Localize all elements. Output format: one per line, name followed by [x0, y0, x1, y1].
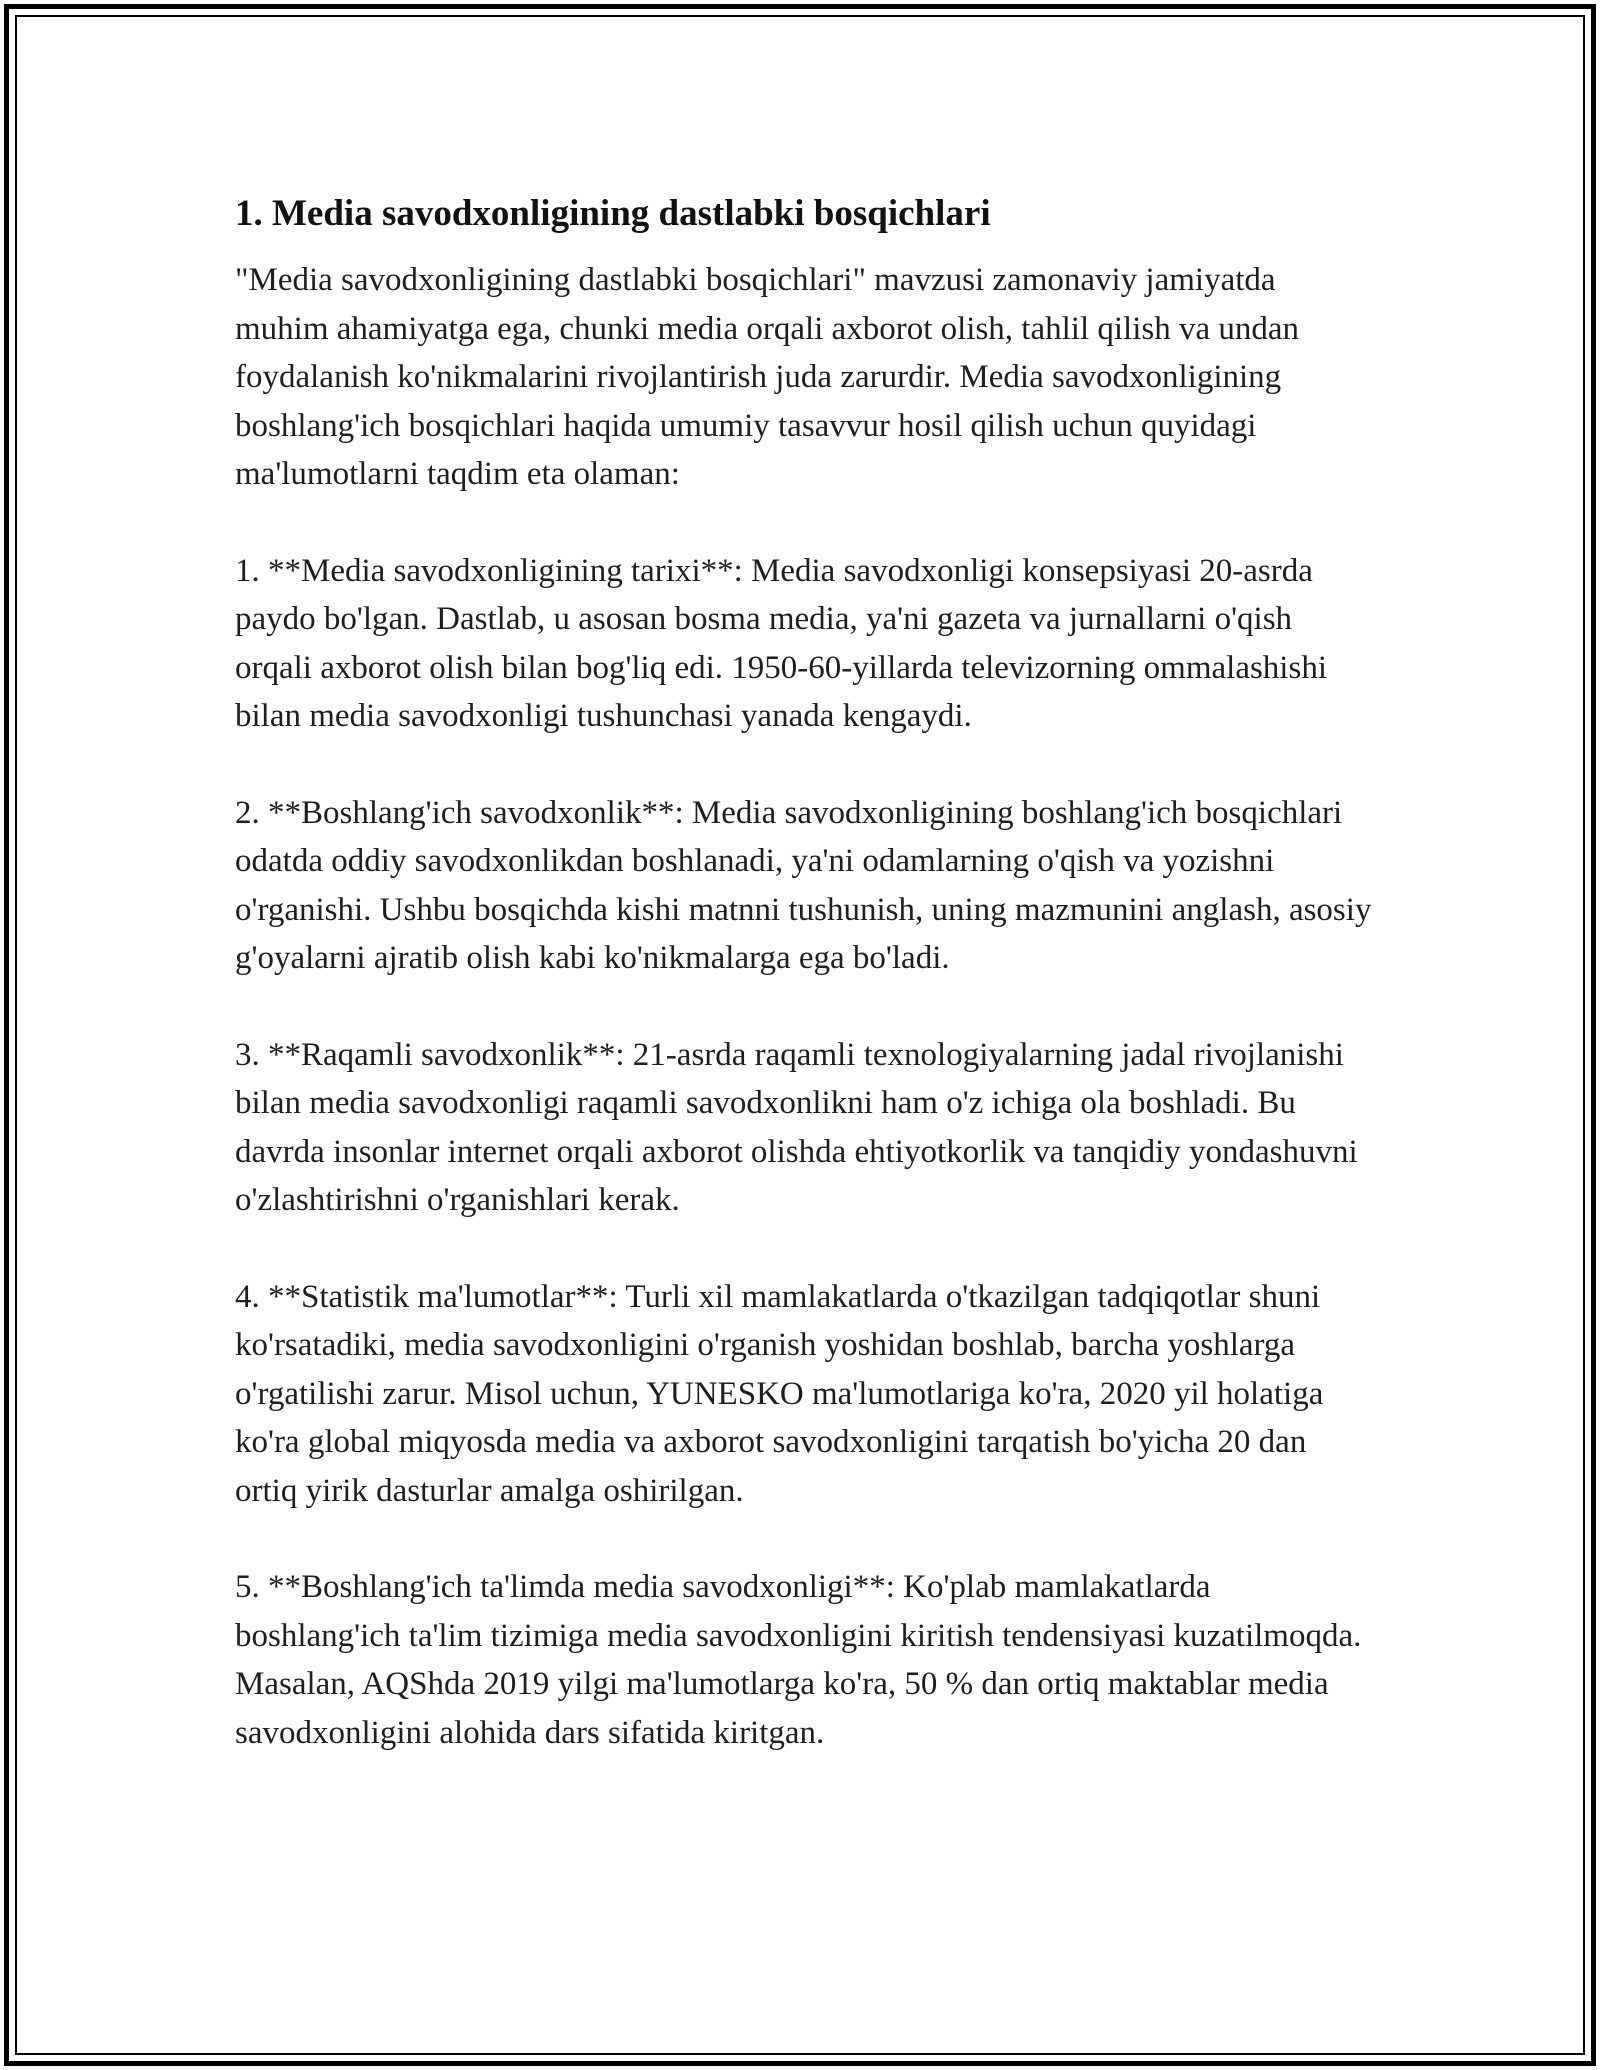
paragraph-statistics: 4. **Statistik ma'lumotlar**: Turli xil mamlakatlarda o'tkazilgan tadqiqotlar shuni ko'rsatadiki, media savodxonligini o'rganish yoshidan boshlab, barcha yoshlarga o'rgatilishi zarur. Misol uchun, YUNESKO ma'lumotlariga ko'ra, 2020 yil holatiga ko'ra global miqyosda media va axborot savodxonligini tarqatish bo'yicha 20 dan ortiq yirik dasturlar amalga oshirilgan. — [235, 1278, 1324, 1509]
paragraph-primary-education: 5. **Boshlang'ich ta'limda media savodxonligi**: Ko'plab mamlakatlarda boshlang'ich ta'lim tizimiga media savodxonligini kiritish tendensiyasi kuzatilmoqda. Masalan, AQShda 2019 yilgi ma'lumotlarga ko'ra, 50 % dan ortiq maktablar media savodxonligini alohida dars sifatida kiritgan. — [235, 1569, 1362, 1751]
document-title: 1. Media savodxonligining dastlabki bosqichlari — [235, 193, 991, 234]
document-body — [235, 188, 1375, 1805]
paragraph-digital-literacy: 3. **Raqamli savodxonlik**: 21-asrda raqamli texnologiyalarning jadal rivojlanishi bilan media savodxonligi raqamli savodxonlikni ham o'z ichiga ola boshladi. Bu davrda insonlar internet orqali axborot olishda ehtiyotkorlik va tanqidiy yondashuvni o'zlashtirishni o'rganishlari kerak. — [235, 1036, 1358, 1218]
paragraph-history: 1. **Media savodxonligining tarixi**: Media savodxonligi konsepsiyasi 20-asrda paydo bo'lgan. Dastlab, u asosan bosma media, ya'ni gazeta va jurnallarni o'qish orqali axborot olish bilan bog'liq edi. 1950-60-yillarda televizorning ommalashishi bilan media savodxonligi tushunchasi yanada kengaydi. — [235, 552, 1327, 734]
paragraph-basic-literacy: 2. **Boshlang'ich savodxonlik**: Media savodxonligining boshlang'ich bosqichlari odatda oddiy savodxonlikdan boshlanadi, ya'ni odamlarning o'qish va yozishni o'rganishi. Ushbu bosqichda kishi matnni tushunish, uning mazmunini anglash, asosiy g'oyalarni ajratib olish kabi ko'nikmalarga ega bo'ladi. — [235, 794, 1372, 976]
intro-paragraph: "Media savodxonligining dastlabki bosqichlari" mavzusi zamonaviy jamiyatda muhim ahamiyatga ega, chunki media orqali axborot olish, tahlil qilish va undan foydalanish ko'nikmalarini rivojlantirish juda zarurdir. Media savodxonligining boshlang'ich bosqichlari haqida umumiy tasavvur hosil qilish uchun quyidagi ma'lumotlarni taqdim eta olaman: — [235, 262, 1300, 492]
